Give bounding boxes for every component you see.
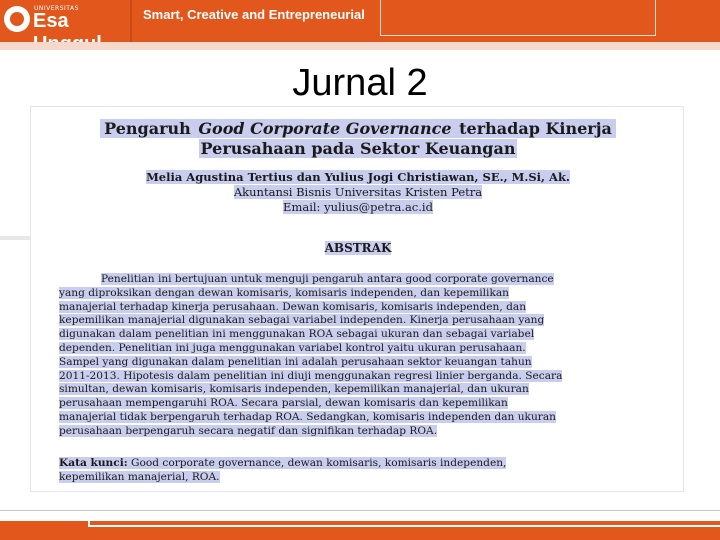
- slide-title: Jurnal 2: [292, 62, 428, 104]
- abstract-line: [59, 328, 633, 342]
- paper-title-line2: Perusahaan pada Sektor Keuangan: [200, 139, 516, 158]
- paper-title-pre: Pengaruh: [104, 119, 197, 138]
- keywords-line2: kepemilikan manajerial, ROA.: [59, 470, 220, 483]
- abstract-line: [59, 425, 633, 439]
- footer-bar: [0, 521, 720, 540]
- paper-affiliation: Akuntansi Bisnis Universitas Kristen Petra: [233, 185, 483, 199]
- keywords-label: Kata kunci:: [59, 457, 128, 469]
- abstract-line-text: Sampel yang digunakan dalam penelitian ini adalah perusahaan sektor keuangan tahun: [59, 355, 532, 368]
- paper-title: [31, 119, 685, 159]
- header-bar: [0, 0, 720, 42]
- abstract-line-text: digunakan dalam penelitian ini menggunakan ROA sebagai ukuran dan sebagai variabel: [59, 328, 535, 341]
- keywords-line1: Good corporate governance, dewan komisaris, komisaris independen,: [127, 457, 507, 469]
- abstract-line: [59, 342, 633, 356]
- abstract-line-text: simultan, dewan komisaris, komisaris independen, kepemilikan manajerial, dan ukuran: [59, 383, 529, 396]
- paper-title-line1: [100, 119, 616, 138]
- paper-title-post: terhadap Kinerja: [453, 119, 612, 138]
- abstract-line-text: manajerial tidak berpengaruh terhadap ROA. Sedangkan, komisaris independen dan ukuran: [59, 410, 556, 423]
- abstract-line-text: perusahaan berpengaruh secara negatif dan signifikan terhadap ROA.: [59, 424, 438, 437]
- abstract-line-text: kepemilikan manajerial digunakan sebagai variabel independen. Kinerja perusahaan yang: [59, 314, 545, 327]
- header-decor-frame: [380, 0, 656, 36]
- paper-title-italic: Good Corporate Governance: [198, 119, 452, 138]
- keywords-block: [59, 457, 633, 485]
- left-decor-rule: [0, 236, 30, 240]
- footer-rule: [0, 510, 720, 511]
- abstract-line-text: dependen. Penelitian ini juga menggunakan variabel kontrol yaitu ukuran perusahaan.: [59, 341, 526, 354]
- abstract-line-text: yang diproksikan dengan dewan komisaris, komisaris independen, dan kepemilikan: [59, 286, 510, 299]
- logo-emblem-icon: [4, 6, 30, 32]
- abstract-heading: [31, 241, 685, 255]
- header-tagline: Smart, Creative and Entrepreneurial: [143, 7, 365, 22]
- abstract-line: [59, 314, 633, 328]
- abstract-body: [59, 273, 633, 439]
- header-divider: [130, 0, 132, 42]
- paper-authors: Melia Agustina Tertius dan Yulius Jogi Christiawan, SE., M.Si, Ak.: [146, 170, 570, 184]
- logo-subtitle: UNIVERSITAS: [34, 5, 79, 12]
- abstract-line: [59, 287, 633, 301]
- abstract-line: [59, 411, 633, 425]
- abstract-heading-text: ABSTRAK: [324, 241, 392, 255]
- abstract-line: [59, 356, 633, 370]
- abstract-line: [59, 397, 633, 411]
- paper-authors-block: [31, 170, 685, 215]
- abstract-line-text: 2011-2013. Hipotesis dalam penelitian ini diuji menggunakan regresi linier berganda. Secara: [59, 369, 563, 382]
- paper-email: Email: yulius@petra.ac.id: [283, 200, 433, 214]
- abstract-line-text: Penelitian ini bertujuan untuk menguji pengaruh antara good corporate governance: [101, 273, 554, 285]
- abstract-line: [59, 273, 633, 287]
- university-logo: [0, 0, 128, 42]
- header-subband: [0, 42, 720, 50]
- abstract-line: [59, 383, 633, 397]
- journal-excerpt-image: [30, 106, 684, 492]
- logo-text: Esa: [33, 10, 69, 32]
- footer-decor-frame: [88, 521, 720, 527]
- abstract-line: [59, 301, 633, 315]
- abstract-line: [59, 370, 633, 384]
- abstract-line-text: perusahaan mempengaruhi ROA. Secara parsial, dewan komisaris dan kepemilikan: [59, 397, 508, 410]
- abstract-line-text: manajerial terhadap kinerja perusahaan. Dewan komisaris, komisaris independen, dan: [59, 300, 527, 313]
